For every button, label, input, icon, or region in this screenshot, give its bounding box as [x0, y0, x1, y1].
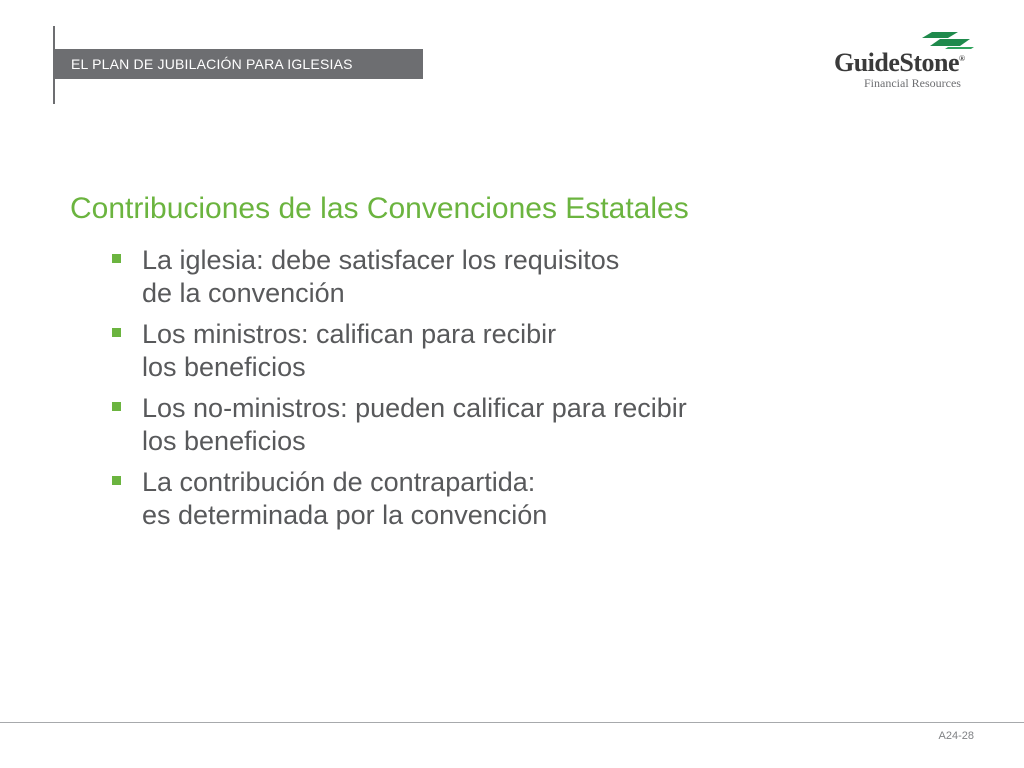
logo-subtitle: Financial Resources	[864, 76, 961, 90]
bullet-line: de la convención	[142, 278, 345, 308]
bullet-list	[108, 244, 687, 540]
square-bullet-icon	[112, 402, 121, 411]
bullet-item	[108, 392, 687, 458]
square-bullet-icon	[112, 254, 121, 263]
registered-mark: ®	[959, 54, 965, 63]
square-bullet-icon	[112, 328, 121, 337]
footer-divider	[0, 722, 1024, 723]
bullet-item	[108, 318, 687, 384]
bullet-line: es determinada por la convención	[142, 500, 548, 530]
bullet-line: Los ministros: califican para recibir	[142, 319, 557, 349]
bullet-line: La iglesia: debe satisfacer los requisitos	[142, 245, 620, 275]
logo-wordmark	[834, 48, 965, 78]
guidestone-logo	[830, 30, 990, 92]
bullet-line: La contribución de contrapartida:	[142, 467, 536, 497]
bullet-line: los beneficios	[142, 352, 306, 382]
logo-name-text: GuideStone	[834, 48, 960, 77]
slide-number: A24-28	[938, 730, 974, 742]
bullet-item	[108, 466, 687, 532]
section-header-bar	[55, 49, 423, 79]
guidestone-stones-icon	[918, 30, 978, 50]
section-header-label: EL PLAN DE JUBILACIÓN PARA IGLESIAS	[71, 56, 353, 72]
square-bullet-icon	[112, 476, 121, 485]
bullet-line: Los no-ministros: pueden calificar para recibir	[142, 393, 687, 423]
slide-title: Contribuciones de las Convenciones Estatales	[70, 192, 689, 225]
bullet-item	[108, 244, 687, 310]
bullet-line: los beneficios	[142, 426, 306, 456]
